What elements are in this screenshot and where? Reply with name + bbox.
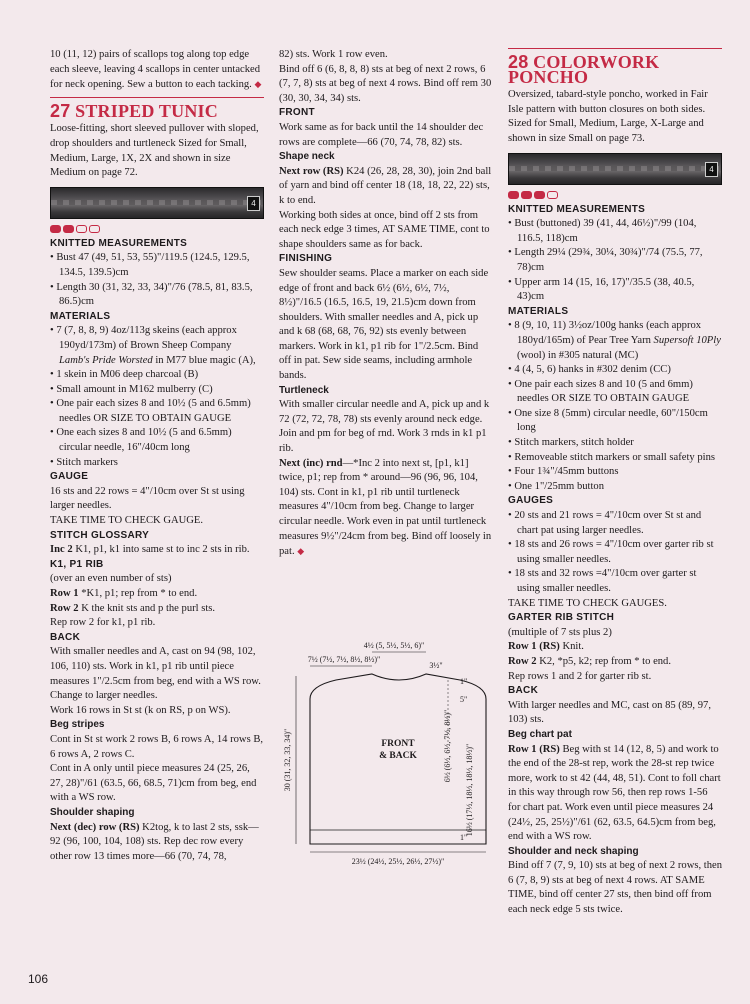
turtle-text: With smaller circular needle and A, pick up and k 72 (72, 72, 78, 78) sts evenly around neck edge. Join and pm for beg of rnd. Work 3 rnds in k1 p1 rib. <box>279 399 490 455</box>
skill-level-badge: 4 <box>705 162 718 177</box>
material-item: • Small amount in M162 mulberry (C) <box>50 383 213 395</box>
armhole-measurement: 6½ (6½, 6½, 7½, 8½)" <box>443 709 452 783</box>
swatch-stripe <box>51 200 263 205</box>
back-text: Work 16 rows in St st (k on RS, p on WS). <box>50 704 231 716</box>
piece-label: FRONT <box>381 739 415 749</box>
garter-repeat: Rep rows 1 and 2 for garter rib st. <box>508 670 652 682</box>
pattern-description: Loose-fitting, short sleeved pullover with sloped, drop shoulders and turtleneck Sized for Small, Medium, Large, 1X, 2X and shown in size Medium on page 72. <box>50 123 259 179</box>
material-item: • 1 skein in M06 deep charcoal (B) <box>50 369 199 381</box>
section-heading: GARTER RIB STITCH <box>508 612 615 624</box>
section-heading: GAUGE <box>50 471 89 483</box>
material-item: • 4 (4, 5, 6) hanks in #302 denim (CC) <box>508 364 671 376</box>
material-item: • Stitch markers, stitch holder <box>508 437 634 449</box>
rib-row: Row 2 K the knit sts and p the purl sts. <box>50 602 216 614</box>
page-number: 106 <box>28 972 49 986</box>
section-heading: BACK <box>50 631 81 643</box>
section-heading: MATERIALS <box>508 305 569 317</box>
skill-pip-icon <box>63 225 74 233</box>
column-middle <box>279 48 493 560</box>
skill-pip-icon <box>547 191 558 199</box>
pattern-name: COLORWORK PONCHO <box>508 52 660 87</box>
material-item: • One pair each sizes 8 and 10 (5 and 6mm) needles OR SIZE TO OBTAIN GAUGE <box>508 378 693 405</box>
subheading: Shoulder shaping <box>50 806 135 818</box>
body-text: 82) sts. Work 1 row even. <box>279 49 388 60</box>
pattern-title-27 <box>50 97 264 119</box>
section-heading: GAUGES <box>508 495 554 507</box>
skill-pip-icon <box>508 191 519 199</box>
turtle-text: Next (inc) rnd—*Inc 2 into next st, [p1, k1] twice, p1; rep from * around—96 (96, 96, 104, 104) sts. Cont in k1, p1 rib until turtleneck measures 4"/10cm from beg. Change to larger circular needle. Work even in pat until turtleneck measures 9½"/24cm from beg. Bind off loosely in pat. ◆ <box>279 457 492 558</box>
section-heading: STITCH GLOSSARY <box>50 529 150 541</box>
skill-level-icon <box>508 191 722 199</box>
back-text: With smaller needles and A, cast on 94 (98, 102, 106, 110) sts. Work in k1, p1 rib until piece measures 1"/2.5cm from beg, end with a WS row. Change to larger needles. <box>50 646 261 702</box>
section-heading: FINISHING <box>279 253 333 265</box>
bottom-inch-measurement: 1" <box>460 833 468 842</box>
bust-measurement: • Bust (buttoned) 39 (41, 44, 46½)"/99 (104, 116.5, 118)cm <box>508 218 697 244</box>
shoulder-measurement: 7½ (7½, 7½, 8½, 8½)" <box>307 655 381 664</box>
skill-pip-icon <box>521 191 532 199</box>
stripes-text: Cont in St st work 2 rows B, 6 rows A, 14 rows B, 6 rows A, 2 rows C. <box>50 733 264 760</box>
material-item: • One 1"/25mm button <box>508 480 605 492</box>
end-diamond-icon: ◆ <box>254 79 262 90</box>
back-text: With larger needles and MC, cast on 85 (89, 97, 103) sts. <box>508 699 711 726</box>
skill-pip-icon <box>76 225 87 233</box>
finish-text: Sew shoulder seams. Place a marker on each side edge of front and back 6½ (6½, 6½, 7½, 8½)"/16.5 (16.5, 16.5, 19, 21.5)cm down from shoulders. With smaller needles and A, pick up and k 68 (68, 68, 76, 92) sts evenly between markers. Work in k1, p1 rib for 1"/2.5cm. Bind off in pat. Sew side seams, including armhole bands. <box>279 267 489 382</box>
chart-text: Row 1 (RS) Beg with st 14 (12, 8, 5) and work to the end of the 28-st rep, work the 28-st rep twice more, work to st 42 (44, 48, 51). Cont to foll chart in this way through row 56, then rep rows 1-56 for chart pat. Work even until piece measures 24 (24½, 25, 25½)"/61 (62, 63.5, 64.5)cm from beg, end with a WS row. <box>508 743 721 843</box>
piece-label: & BACK <box>379 751 417 761</box>
section-heading: BACK <box>508 685 539 697</box>
gauge-check: TAKE TIME TO CHECK GAUGES. <box>508 597 667 609</box>
gauge-item: • 18 sts and 26 rows = 4"/10cm over garter rib st using smaller needles. <box>508 539 714 565</box>
pattern-name: STRIPED TUNIC <box>75 100 218 121</box>
front-text: Work same as for back until the 14 shoulder dec rows are complete—66 (70, 74, 78, 82) sts. <box>279 121 484 148</box>
pattern-number: 27 <box>50 100 71 121</box>
gauge-check: TAKE TIME TO CHECK GAUGE. <box>50 515 204 527</box>
length-measurement: • Length 29¼ (29¾, 30¼, 30¾)"/74 (75.5, 77, 78)cm <box>508 247 703 273</box>
end-diamond-icon: ◆ <box>297 546 305 557</box>
subheading: Beg stripes <box>50 719 105 731</box>
garter-row: Row 2 K2, *p5, k2; rep from * to end. <box>508 655 672 667</box>
skill-pip-icon <box>534 191 545 199</box>
skill-level-badge: 4 <box>247 196 260 211</box>
body-text: Bind off 6 (6, 8, 8, 8) sts at beg of next 2 rows, 6 (7, 7, 8) sts at beg of next 4 rows. Bind off rem 30 (30, 30, 34, 34) sts. <box>279 63 492 104</box>
subheading: Turtleneck <box>279 384 329 396</box>
yarn-swatch-image <box>50 187 264 219</box>
section-heading: KNITTED MEASUREMENTS <box>508 203 646 215</box>
section-heading: K1, P1 RIB <box>50 558 104 570</box>
subheading: Shoulder and neck shaping <box>508 845 639 857</box>
material-item: • One pair each sizes 8 and 10½ (5 and 6.5mm) needles OR SIZE TO OBTAIN GAUGE <box>50 398 251 424</box>
stitch-def: Inc 2 K1, p1, k1 into same st to inc 2 sts in rib. <box>50 544 250 556</box>
material-item: • Removeable stitch markers or small safety pins <box>508 451 715 463</box>
gauge-item: • 18 sts and 32 rows =4"/10cm over garter st using smaller needles. <box>508 568 697 594</box>
neck-drop-measurement: 3½" <box>429 661 443 670</box>
neck-text: Bind off 7 (7, 9, 10) sts at beg of next 2 rows, then 6 (7, 8, 9) sts at beg of next 4 rows. AT SAME TIME, bind off center 27 sts, then bind off from each neck edge 5 sts twice. <box>508 860 723 916</box>
shoulder-text: Next (dec) row (RS) K2tog, k to last 2 sts, ssk—92 (96, 100, 104, 108) sts. Rep dec row every other row 13 times more—66 (70, 74, 78, <box>50 821 259 862</box>
material-item: • Stitch markers <box>50 456 118 468</box>
material-item: • 7 (7, 8, 8, 9) 4oz/113g skeins (each approx 190yd/173m) of Brown Sheep Company Lamb's Pride Worsted in M77 blue magic (A), <box>50 325 256 366</box>
top-inch-measurement: 1" <box>460 677 468 686</box>
skill-pip-icon <box>89 225 100 233</box>
length-measurement: • Length 30 (31, 32, 33, 34)"/76 (78.5, 81, 83.5, 86.5)cm <box>50 281 253 308</box>
material-item: • One size 8 (5mm) circular needle, 60"/150cm long <box>508 407 708 434</box>
side-measurement: 16½ (17½, 18½, 18½, 18½)" <box>465 743 474 837</box>
rib-row: Row 1 *K1, p1; rep from * to end. <box>50 588 198 599</box>
yarn-swatch-image <box>508 153 722 185</box>
rib-note: (over an even number of sts) <box>50 573 172 585</box>
stripes-text: Cont in A only until piece measures 24 (25, 26, 27, 28)"/61 (63.5, 66, 68.5, 71)cm from beg, end with a WS row. <box>50 763 257 804</box>
garter-row: Row 1 (RS) Knit. <box>508 641 584 653</box>
column-left <box>50 48 264 864</box>
pattern-description: Oversized, tabard-style poncho, worked in Fair Isle pattern with button closures on both sides. Sized for Small, Medium, Large, X-Large and shown in size Small on page 73. <box>508 89 708 144</box>
material-item: • 8 (9, 10, 11) 3½oz/100g hanks (each approx 180yd/165m) of Pear Tree Yarn Supersoft 10Ply (wool) in #305 natural (MC) <box>508 320 721 361</box>
top-measurement: 4½ (5, 5½, 5½, 6)" <box>363 641 425 650</box>
subheading: Beg chart pat <box>508 728 572 740</box>
gauge-text: 16 sts and 22 rows = 4"/10cm over St st using larger needles. <box>50 485 245 512</box>
pattern-title-28 <box>508 48 722 87</box>
neck-text: Next row (RS) K24 (26, 28, 28, 30), join 2nd ball of yarn and bind off center 18 (18, 18, 22, 22) sts, k to end. <box>279 165 492 206</box>
gauge-item: • 20 sts and 21 rows = 4"/10cm over St st and chart pat using larger needles. <box>508 510 702 536</box>
section-heading: MATERIALS <box>50 310 111 322</box>
swatch-stripe <box>509 166 721 171</box>
schematic-diagram <box>274 636 490 876</box>
bust-measurement: • Bust 47 (49, 51, 53, 55)"/119.5 (124.5, 129.5, 134.5, 139.5)cm <box>50 252 250 278</box>
total-length-measurement: 30 (31, 32, 33, 34)" <box>283 728 292 792</box>
garter-note: (multiple of 7 sts plus 2) <box>508 626 612 638</box>
width-measurement: 23½ (24½, 25½, 26½, 27½)" <box>351 857 445 866</box>
material-item: • One each sizes 8 and 10½ (5 and 6.5mm) circular needle, 16"/40cm long <box>50 427 232 454</box>
skill-level-icon <box>50 225 264 233</box>
column-right <box>508 44 722 918</box>
section-heading: FRONT <box>279 107 315 119</box>
material-item: • Four 1¾"/45mm buttons <box>508 466 619 478</box>
five-inch-measurement: 5" <box>460 695 468 704</box>
skill-pip-icon <box>50 225 61 233</box>
neck-text: Working both sides at once, bind off 2 sts from each neck edge 3 times, AT SAME TIME, cont to shape shoulders same as for back. <box>279 209 490 250</box>
section-heading: KNITTED MEASUREMENTS <box>50 237 188 249</box>
subheading: Shape neck <box>279 151 335 163</box>
intro-text: 10 (11, 12) pairs of scallops tog along top edge each sleeve, leaving 4 scallops in center untacked for neck opening. Sew a button to each tacking. ◆ <box>50 49 262 91</box>
pattern-number: 28 <box>508 52 529 72</box>
upper-arm-measurement: • Upper arm 14 (15, 16, 17)"/35.5 (38, 40.5, 43)cm <box>508 276 695 303</box>
rib-repeat: Rep row 2 for k1, p1 rib. <box>50 617 156 629</box>
